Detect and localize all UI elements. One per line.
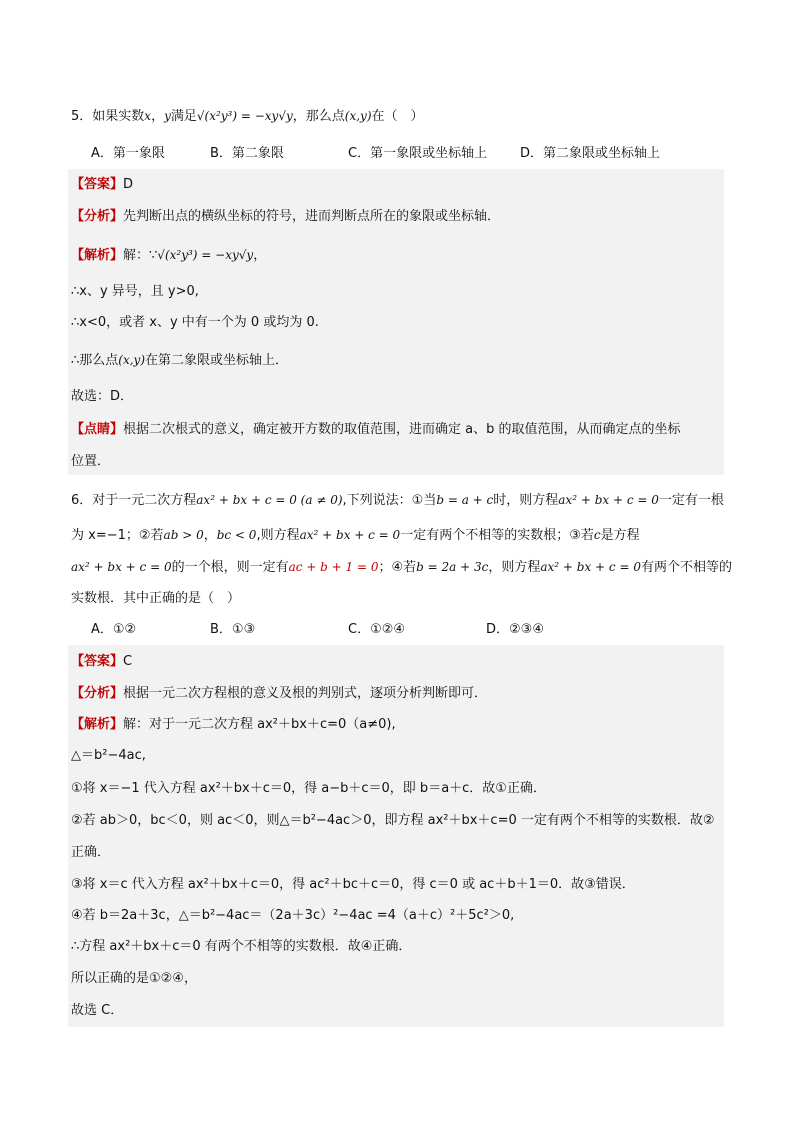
q5-comment-line-2: 位置． (71, 454, 111, 469)
q6-option-b: B．①③ (210, 622, 256, 637)
q5-solution-line-3: ∴x<0，或者 x、y 中有一个为 0 或均为 0. (71, 315, 319, 330)
q5-option-c: C．第一象限或坐标轴上 (348, 146, 488, 161)
q5-stem: 5．如果实数x，y满足√(x²y³) = −xy√y，那么点(x,y)在（ ） (71, 109, 424, 124)
q6-solution-line-2: △＝b²−4ac, (71, 748, 146, 763)
q6-solution-line-6: ③将 x＝c 代入方程 ax²＋bx＋c＝0，得 ac²＋bc＋c＝0，得 c＝0 或 ac＋b＋1＝0．故③错误． (71, 877, 635, 892)
q6-solution-line-1: 【解析】解：对于一元二次方程 ax²＋bx＋c=0（a≠0), (71, 717, 396, 732)
q6-solution-line-8: ∴方程 ax²＋bx＋c＝0 有两个不相等的实数根．故④正确． (71, 939, 412, 954)
q6-answer: 【答案】C (71, 654, 133, 669)
q6-stem-line-1: 6．对于一元二次方程ax² + bx + c = 0 (a ≠ 0),下列说法：①当b = a + c时，则方程ax² + bx + c = 0一定有一根 (71, 493, 724, 508)
q6-solution-line-7: ④若 b＝2a＋3c，△＝b²−4ac＝（2a＋3c）²−4ac =4（a＋c）²＋5c²＞0, (71, 908, 515, 923)
q6-solution-line-9: 所以正确的是①②④， (71, 971, 197, 986)
q6-analysis: 【分析】根据一元二次方程根的意义及根的判别式，逐项分析判断即可． (71, 686, 488, 701)
q6-solution-line-3: ①将 x＝−1 代入方程 ax²＋bx＋c＝0，得 a−b＋c＝0，即 b＝a＋c．故①正确． (71, 781, 546, 796)
q6-solution-line-5: 正确． (71, 845, 111, 860)
q5-analysis: 【分析】先判断出点的横纵坐标的符号，进而判断点所在的象限或坐标轴． (71, 209, 501, 224)
q5-option-d: D．第二象限或坐标轴上 (520, 146, 661, 161)
q5-solution-line-1: 【解析】解：∵√(x²y³) = −xy√y， (71, 248, 267, 263)
q5-option-b: B．第二象限 (210, 146, 284, 161)
q5-solution-line-5: 故选：D． (71, 389, 134, 404)
q5-answer: 【答案】D (71, 177, 134, 192)
q6-stem-line-2: 为 x=−1；②若ab > 0，bc < 0,则方程ax² + bx + c = 0一定有两个不相等的实数根；③若c是方程 (71, 528, 640, 543)
q6-option-c: C．①②④ (348, 622, 406, 637)
q5-formula: √(x²y³) = −xy√y (196, 109, 293, 123)
q6-solution-line-10: 故选 C． (71, 1003, 124, 1018)
q5-comment-line-1: 【点睛】根据二次根式的意义，确定被开方数的取值范围，进而确定 a、b 的取值范围，从而确定点的坐标 (71, 422, 681, 437)
q6-stem-line-3: ax² + bx + c = 0的一个根，则一定有ac + b + 1 = 0；④若b = 2a + 3c，则方程ax² + bx + c = 0有两个不相等的 (71, 560, 732, 575)
q5-solution-line-2: ∴x、y 异号，且 y>0, (71, 284, 199, 299)
q5-solution-line-4: ∴那么点(x,y)在第二象限或坐标轴上． (71, 353, 289, 368)
q6-solution-line-4: ②若 ab＞0，bc＜0，则 ac＜0，则△＝b²−4ac＞0，即方程 ax²＋bx＋c=0 一定有两个不相等的实数根．故② (71, 813, 715, 828)
q5-option-a: A．第一象限 (91, 146, 165, 161)
q6-stem-line-4: 实数根．其中正确的是（ ） (71, 591, 241, 606)
q6-option-d: D．②③④ (486, 622, 544, 637)
q6-option-a: A．①② (91, 622, 137, 637)
